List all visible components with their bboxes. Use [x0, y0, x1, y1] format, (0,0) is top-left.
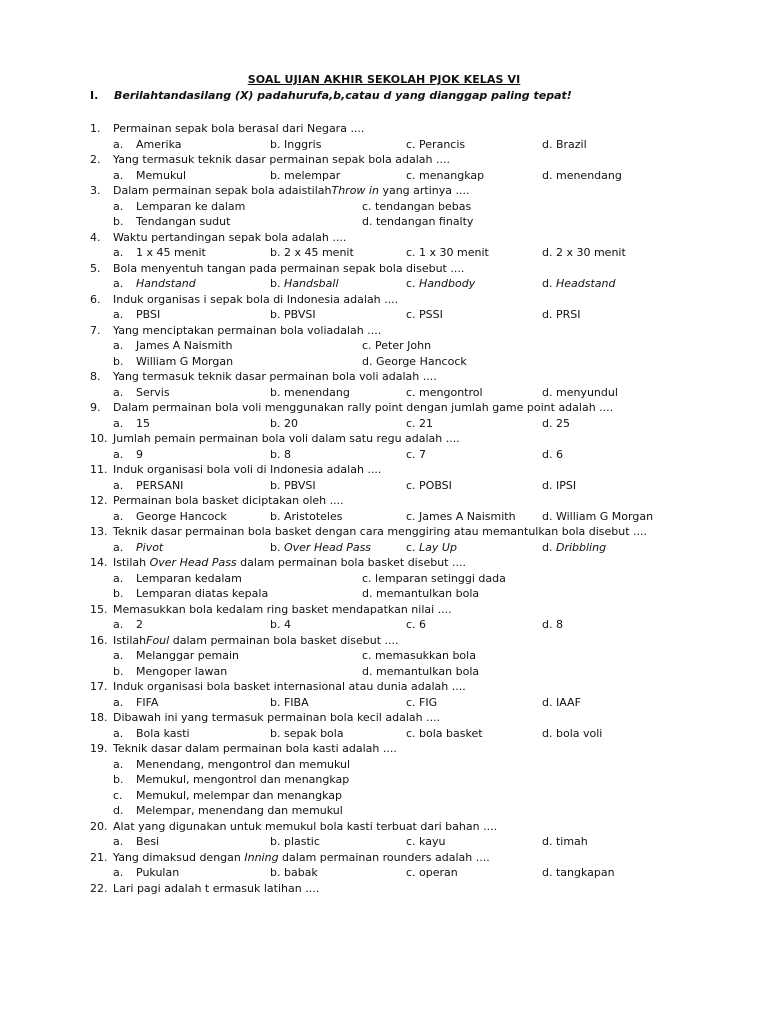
- option-row: [0, 307, 768, 323]
- option-b: b. FIBA: [270, 695, 309, 709]
- option-row: [0, 617, 768, 633]
- option-c: c. menangkap: [406, 168, 485, 182]
- option-text: Lemparan ke dalam: [136, 199, 246, 213]
- option-row: [0, 199, 768, 215]
- question-text: Bola menyentuh tangan pada permainan sepak bola disebut ....: [113, 261, 465, 275]
- option-label: a.: [113, 308, 124, 321]
- option-label: b.: [113, 354, 124, 368]
- option-row: [0, 571, 768, 587]
- option-text: Melempar, menendang dan memukul: [136, 804, 343, 817]
- question-row: [0, 462, 768, 478]
- option-a: 15: [136, 416, 150, 430]
- option-label: b.: [113, 215, 124, 228]
- question-row: [0, 850, 768, 866]
- option-b: b. Aristoteles: [270, 509, 343, 523]
- option-row: [0, 509, 768, 525]
- option-row: [0, 772, 768, 788]
- question-number: 7.: [90, 323, 101, 337]
- option-d: d. 25: [542, 416, 570, 430]
- question-text: Permainan sepak bola berasal dari Negara ....: [113, 122, 365, 135]
- option-c: c. kayu: [406, 835, 446, 848]
- option-d: d. William G Morgan: [542, 509, 654, 523]
- question-row: [0, 261, 768, 277]
- question-number: 13.: [90, 525, 108, 538]
- option-c: c. 7: [406, 447, 427, 461]
- question-text: Induk organisasi bola basket internasional atau dunia adalah ....: [113, 680, 466, 693]
- option-d: d. IAAF: [542, 695, 581, 709]
- option-row: [0, 757, 768, 773]
- question-text: Induk organisasi bola voli di Indonesia adalah ....: [113, 463, 382, 476]
- question-text: Jumlah pemain permainan bola voli dalam satu regu adalah ....: [113, 432, 460, 445]
- question-number: 15.: [90, 602, 108, 616]
- option-text-right: c. Peter John: [362, 339, 432, 352]
- option-text: Menendang, mengontrol dan memukul: [136, 757, 351, 771]
- option-b: b. 20: [270, 416, 298, 430]
- exam-title: SOAL UJIAN AKHIR SEKOLAH PJOK KELAS VI: [247, 73, 521, 86]
- option-b: b. plastic: [270, 835, 320, 848]
- instruction-text: Berilahtandasilang (X) padahurufa,b,catau d yang dianggap paling tepat!: [114, 89, 572, 102]
- question-row: [0, 400, 768, 416]
- option-label: a.: [113, 339, 124, 352]
- option-text: Lemparan kedalam: [136, 571, 242, 585]
- question-number: 20.: [90, 819, 108, 833]
- option-a: George Hancock: [136, 509, 227, 523]
- question-number: 2.: [90, 153, 101, 166]
- question-row: [0, 710, 768, 726]
- option-row: [0, 354, 768, 370]
- option-a: PERSANI: [136, 478, 184, 492]
- question-text: Alat yang digunakan untuk memukul bola kasti terbuat dari bahan ....: [113, 819, 498, 833]
- option-b: b. PBVSI: [270, 478, 316, 492]
- section-number: I.: [90, 89, 99, 102]
- option-row: [0, 788, 768, 804]
- question-term: Over Head Pass: [149, 556, 237, 569]
- option-c: c. Handbody: [406, 277, 476, 290]
- option-a: Amerika: [136, 137, 182, 151]
- option-c: c. Perancis: [406, 137, 466, 151]
- option-label: a.: [113, 695, 124, 709]
- option-row: [0, 865, 768, 881]
- option-label: a.: [113, 385, 124, 399]
- option-b: b. Inggris: [270, 137, 322, 151]
- option-row: [0, 276, 768, 292]
- option-label: a.: [113, 835, 124, 848]
- question-number: 19.: [90, 742, 108, 755]
- option-label: d.: [113, 804, 124, 817]
- option-label: a.: [113, 726, 124, 740]
- question-number: 11.: [90, 463, 108, 476]
- option-b: b. PBVSI: [270, 308, 316, 321]
- question-number: 22.: [90, 881, 108, 895]
- question-number: 16.: [90, 633, 108, 647]
- option-d: d. 8: [542, 618, 563, 631]
- option-label: a.: [113, 447, 124, 461]
- question-text: Dalam permainan bola voli menggunakan rally point dengan jumlah game point adalah ....: [113, 401, 614, 414]
- option-a: Besi: [136, 835, 160, 848]
- option-row: [0, 214, 768, 230]
- option-label: a.: [113, 618, 124, 631]
- question-row: [0, 819, 768, 835]
- option-d-text: Headstand: [555, 277, 616, 290]
- option-label: a.: [113, 246, 124, 259]
- question-number: 1.: [90, 122, 101, 135]
- option-c: c. POBSI: [406, 478, 452, 492]
- question-row: [0, 183, 768, 199]
- option-b: b. babak: [270, 866, 318, 879]
- question-text: Teknik dasar permainan bola basket dengan cara menggiring atau memantulkan bola disebut ....: [113, 525, 648, 538]
- option-d: d. bola voli: [542, 726, 603, 740]
- question-number: 17.: [90, 680, 108, 693]
- option-text: Memukul, mengontrol dan menangkap: [136, 773, 350, 786]
- option-text: Tendangan sudut: [136, 215, 231, 228]
- option-text-right: c. lemparan setinggi dada: [362, 571, 506, 585]
- option-text-right: c. tendangan bebas: [362, 199, 472, 213]
- option-text-right: d. memantulkan bola: [362, 587, 480, 600]
- option-row: [0, 385, 768, 401]
- question-row: [0, 679, 768, 695]
- option-c-text: Lay Up: [419, 540, 457, 554]
- option-a: FIFA: [136, 695, 159, 709]
- option-label: c.: [113, 788, 123, 802]
- option-label: a.: [113, 649, 124, 662]
- option-row: [0, 803, 768, 819]
- question-row: [0, 741, 768, 757]
- question-text: Istilah Over Head Pass dalam permainan bola basket disebut ....: [113, 556, 466, 569]
- option-c: c. 1 x 30 menit: [406, 246, 489, 259]
- option-d: d. tangkapan: [542, 866, 615, 879]
- option-c-text: Handbody: [419, 277, 476, 290]
- option-c: c. 21: [406, 416, 434, 430]
- question-text: Yang dimaksud dengan Inning dalam permainan rounders adalah ....: [113, 850, 490, 864]
- question-row: [0, 121, 768, 137]
- option-label: a.: [113, 540, 124, 554]
- question-row: [0, 493, 768, 509]
- option-row: [0, 478, 768, 494]
- option-c: c. PSSI: [406, 308, 443, 321]
- question-row: [0, 292, 768, 308]
- option-label: a.: [113, 509, 124, 523]
- question-row: [0, 555, 768, 571]
- option-c: c. operan: [406, 866, 458, 879]
- question-list: [0, 121, 768, 896]
- option-d: d. IPSI: [542, 478, 577, 492]
- question-text: Teknik dasar dalam permainan bola kasti adalah ....: [113, 742, 397, 755]
- question-number: 21.: [90, 850, 108, 864]
- option-row: [0, 695, 768, 711]
- option-row: [0, 447, 768, 463]
- option-d: d. Headstand: [542, 277, 616, 290]
- option-a: Pivot: [136, 540, 164, 554]
- option-text: James A Naismith: [136, 339, 233, 352]
- option-row: [0, 416, 768, 432]
- option-b-text: Handsball: [283, 277, 339, 290]
- option-text: Memukul, melempar dan menangkap: [136, 788, 343, 802]
- option-c: c. Lay Up: [406, 540, 457, 554]
- option-c: c. 6: [406, 618, 427, 631]
- question-term: Throw in: [331, 184, 379, 197]
- question-number: 3.: [90, 184, 101, 197]
- question-text: Memasukkan bola kedalam ring basket mendapatkan nilai ....: [113, 602, 452, 616]
- option-a: Pukulan: [136, 866, 180, 879]
- option-d: d. 2 x 30 menit: [542, 246, 626, 259]
- option-d: d. Dribbling: [542, 540, 607, 554]
- option-a: 9: [136, 447, 143, 461]
- question-text: Dibawah ini yang termasuk permainan bola kecil adalah ....: [113, 711, 441, 724]
- question-row: [0, 230, 768, 246]
- option-a: Bola kasti: [136, 726, 190, 740]
- option-label: b.: [113, 587, 124, 600]
- option-d: d. PRSI: [542, 308, 581, 321]
- option-d: d. menendang: [542, 168, 622, 182]
- option-b: b. 4: [270, 618, 291, 631]
- question-text: Dalam permainan sepak bola adaistilahThrow in yang artinya ....: [113, 184, 470, 197]
- question-row: [0, 633, 768, 649]
- option-b: b. Over Head Pass: [270, 540, 372, 554]
- question-number: 10.: [90, 432, 108, 445]
- option-row: [0, 137, 768, 153]
- option-row: [0, 168, 768, 184]
- option-label: a.: [113, 571, 124, 585]
- option-a: Memukul: [136, 168, 187, 182]
- question-text: IstilahFoul dalam permainan bola basket disebut ....: [113, 633, 399, 647]
- question-text: Waktu pertandingan sepak bola adalah ....: [113, 230, 347, 244]
- question-row: [0, 431, 768, 447]
- option-d: d. Brazil: [542, 137, 587, 151]
- option-b: b. 2 x 45 menit: [270, 246, 354, 259]
- option-row: [0, 648, 768, 664]
- option-b: b. 8: [270, 447, 291, 461]
- question-text: Induk organisas i sepak bola di Indonesia adalah ....: [113, 292, 399, 306]
- question-text: Permainan bola basket diciptakan oleh ....: [113, 494, 344, 507]
- question-number: 5.: [90, 261, 101, 275]
- question-number: 9.: [90, 401, 101, 414]
- question-number: 6.: [90, 292, 101, 306]
- option-label: a.: [113, 277, 124, 290]
- question-row: [0, 524, 768, 540]
- question-row: [0, 152, 768, 168]
- option-row: [0, 586, 768, 602]
- option-row: [0, 338, 768, 354]
- option-label: a.: [113, 757, 124, 771]
- option-label: a.: [113, 866, 124, 879]
- option-b: b. sepak bola: [270, 726, 344, 740]
- option-d-text: Dribbling: [555, 540, 607, 554]
- question-number: 12.: [90, 494, 108, 507]
- option-d: d. menyundul: [542, 385, 618, 399]
- question-number: 4.: [90, 230, 101, 244]
- option-row: [0, 540, 768, 556]
- question-row: [0, 881, 768, 897]
- option-b: b. Handsball: [270, 277, 339, 290]
- option-text: Mengoper lawan: [136, 664, 228, 678]
- option-label: a.: [113, 478, 124, 492]
- question-row: [0, 369, 768, 385]
- question-text: Yang termasuk teknik dasar permainan sepak bola adalah ....: [113, 153, 450, 166]
- question-number: 14.: [90, 556, 108, 569]
- option-b-text: Over Head Pass: [283, 540, 372, 554]
- section-instruction: [90, 89, 710, 105]
- question-text: Lari pagi adalah t ermasuk latihan ....: [113, 881, 320, 895]
- question-term: Foul: [146, 633, 170, 647]
- question-row: [0, 602, 768, 618]
- option-row: [0, 664, 768, 680]
- option-text-right: d. George Hancock: [362, 354, 467, 368]
- option-text: Melanggar pemain: [136, 649, 239, 662]
- option-text-right: c. memasukkan bola: [362, 649, 476, 662]
- option-a: Handstand: [136, 277, 196, 290]
- option-label: a.: [113, 137, 124, 151]
- option-label: a.: [113, 168, 124, 182]
- option-text: William G Morgan: [136, 354, 234, 368]
- question-text: Yang termasuk teknik dasar permainan bola voli adalah ....: [113, 370, 437, 383]
- option-row: [0, 834, 768, 850]
- option-c: c. FIG: [406, 695, 438, 709]
- option-text-right: d. memantulkan bola: [362, 664, 480, 678]
- option-b: b. menendang: [270, 385, 350, 399]
- question-number: 8.: [90, 370, 101, 383]
- option-d: d. timah: [542, 835, 588, 848]
- question-number: 18.: [90, 711, 108, 724]
- option-c: c. bola basket: [406, 726, 483, 740]
- option-c: c. mengontrol: [406, 385, 483, 399]
- question-term: Inning: [244, 850, 279, 864]
- option-b: b. melempar: [270, 168, 341, 182]
- option-a: Servis: [136, 385, 170, 399]
- option-d: d. 6: [542, 447, 563, 461]
- option-row: [0, 726, 768, 742]
- option-row: [0, 245, 768, 261]
- option-a: PBSI: [136, 308, 161, 321]
- option-label: a.: [113, 199, 124, 213]
- option-label: b.: [113, 773, 124, 786]
- option-a: 2: [136, 618, 143, 631]
- option-c: c. James A Naismith: [406, 509, 516, 523]
- option-a: 1 x 45 menit: [136, 246, 206, 259]
- option-text: Lemparan diatas kepala: [136, 587, 269, 600]
- option-label: a.: [113, 416, 124, 430]
- question-text: Yang menciptakan permainan bola voliadalah ....: [113, 323, 382, 337]
- option-text-right: d. tendangan finalty: [362, 215, 474, 228]
- question-row: [0, 323, 768, 339]
- option-label: b.: [113, 664, 124, 678]
